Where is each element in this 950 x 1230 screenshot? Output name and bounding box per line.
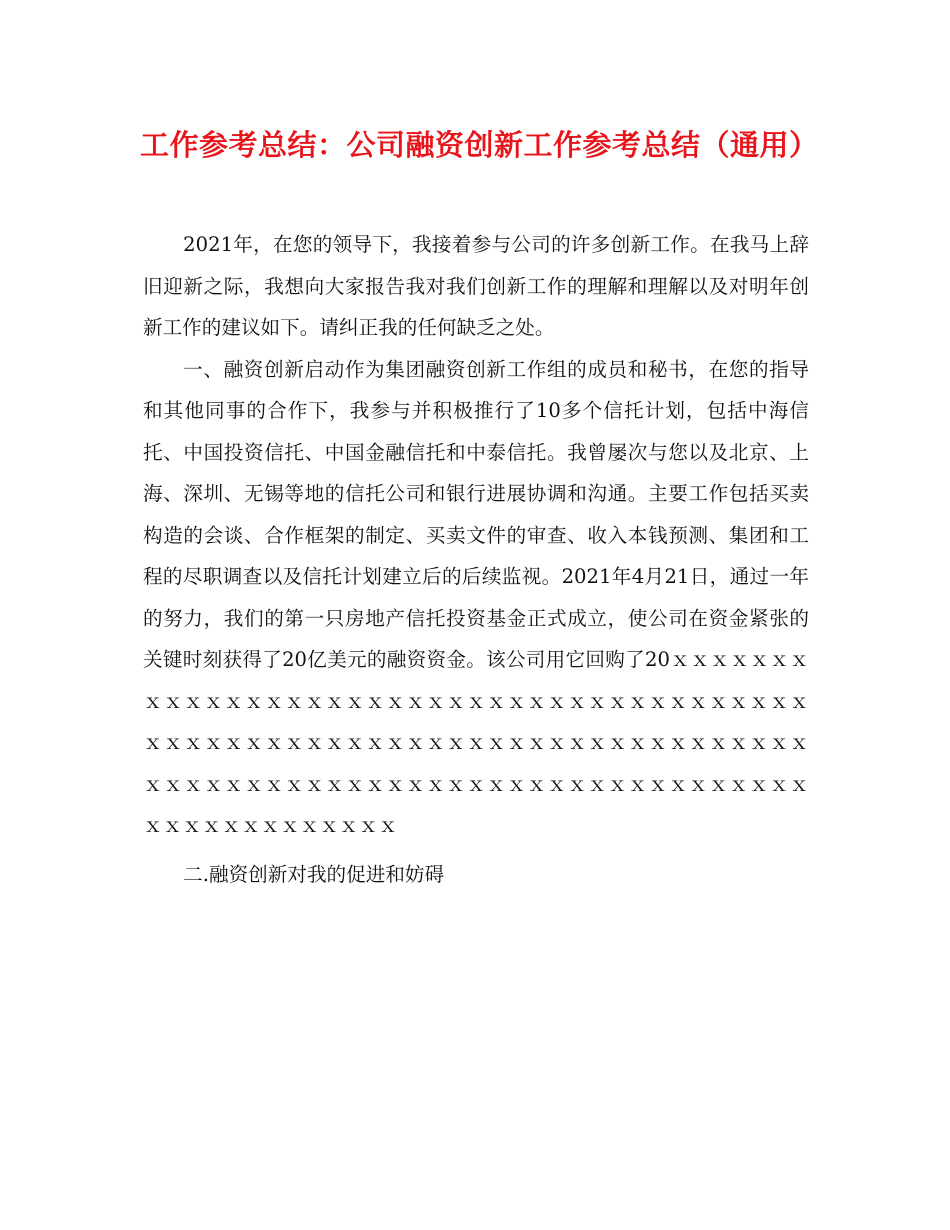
paragraph-section-1: 一、融资创新启动作为集团融资创新工作组的成员和秘书，在您的指导和其他同事的合作下，我参与并积极推行了10多个信托计划，包括中海信托、中国投资信托、中国金融信托和中泰信托。我曾屡次与您以及北京、上海、深圳、无锡等地的信托公司和银行进展协调和沟通。主要工作包括买卖构造的会谈、合作框架的制定、买卖文件的审查、收入本钱预测、集团和工程的尽职调查以及信托计划建立后的后续监视。2021年4月21日，通过一年的努力，我们的第一只房地产信托投资基金正式成立，使公司在资金紧张的关键时刻获得了20亿美元的融资资金。该公司用它回购了20ｘｘｘｘｘｘｘｘｘｘｘｘｘｘｘｘｘｘｘｘｘｘｘｘｘｘｘｘｘｘｘｘｘｘｘｘｘｘｘｘｘｘｘｘｘｘｘｘｘｘｘｘｘｘｘｘｘｘｘｘｘｘｘｘｘｘｘｘｘｘｘｘｘｘｘｘｘｘｘｘｘｘｘｘｘｘｘｘｘｘｘｘｘｘｘｘｘｘｘｘｘｘｘｘｘｘｘｘｘｘｘｘｘｘｘｘｘｘｘ: [143, 357, 809, 837]
document-title: 工作参考总结：公司融资创新工作参考总结（通用）: [140, 128, 819, 162]
document-body: [143, 224, 809, 895]
section-heading-2: 二.融资创新对我的促进和妨碍: [183, 862, 445, 886]
paragraph-intro: 2021年，在您的领导下，我接着参与公司的许多创新工作。在我马上辞旧迎新之际，我想向大家报告我对我们创新工作的理解和理解以及对明年创新工作的建议如下。请纠正我的任何缺乏之处。: [143, 233, 809, 339]
